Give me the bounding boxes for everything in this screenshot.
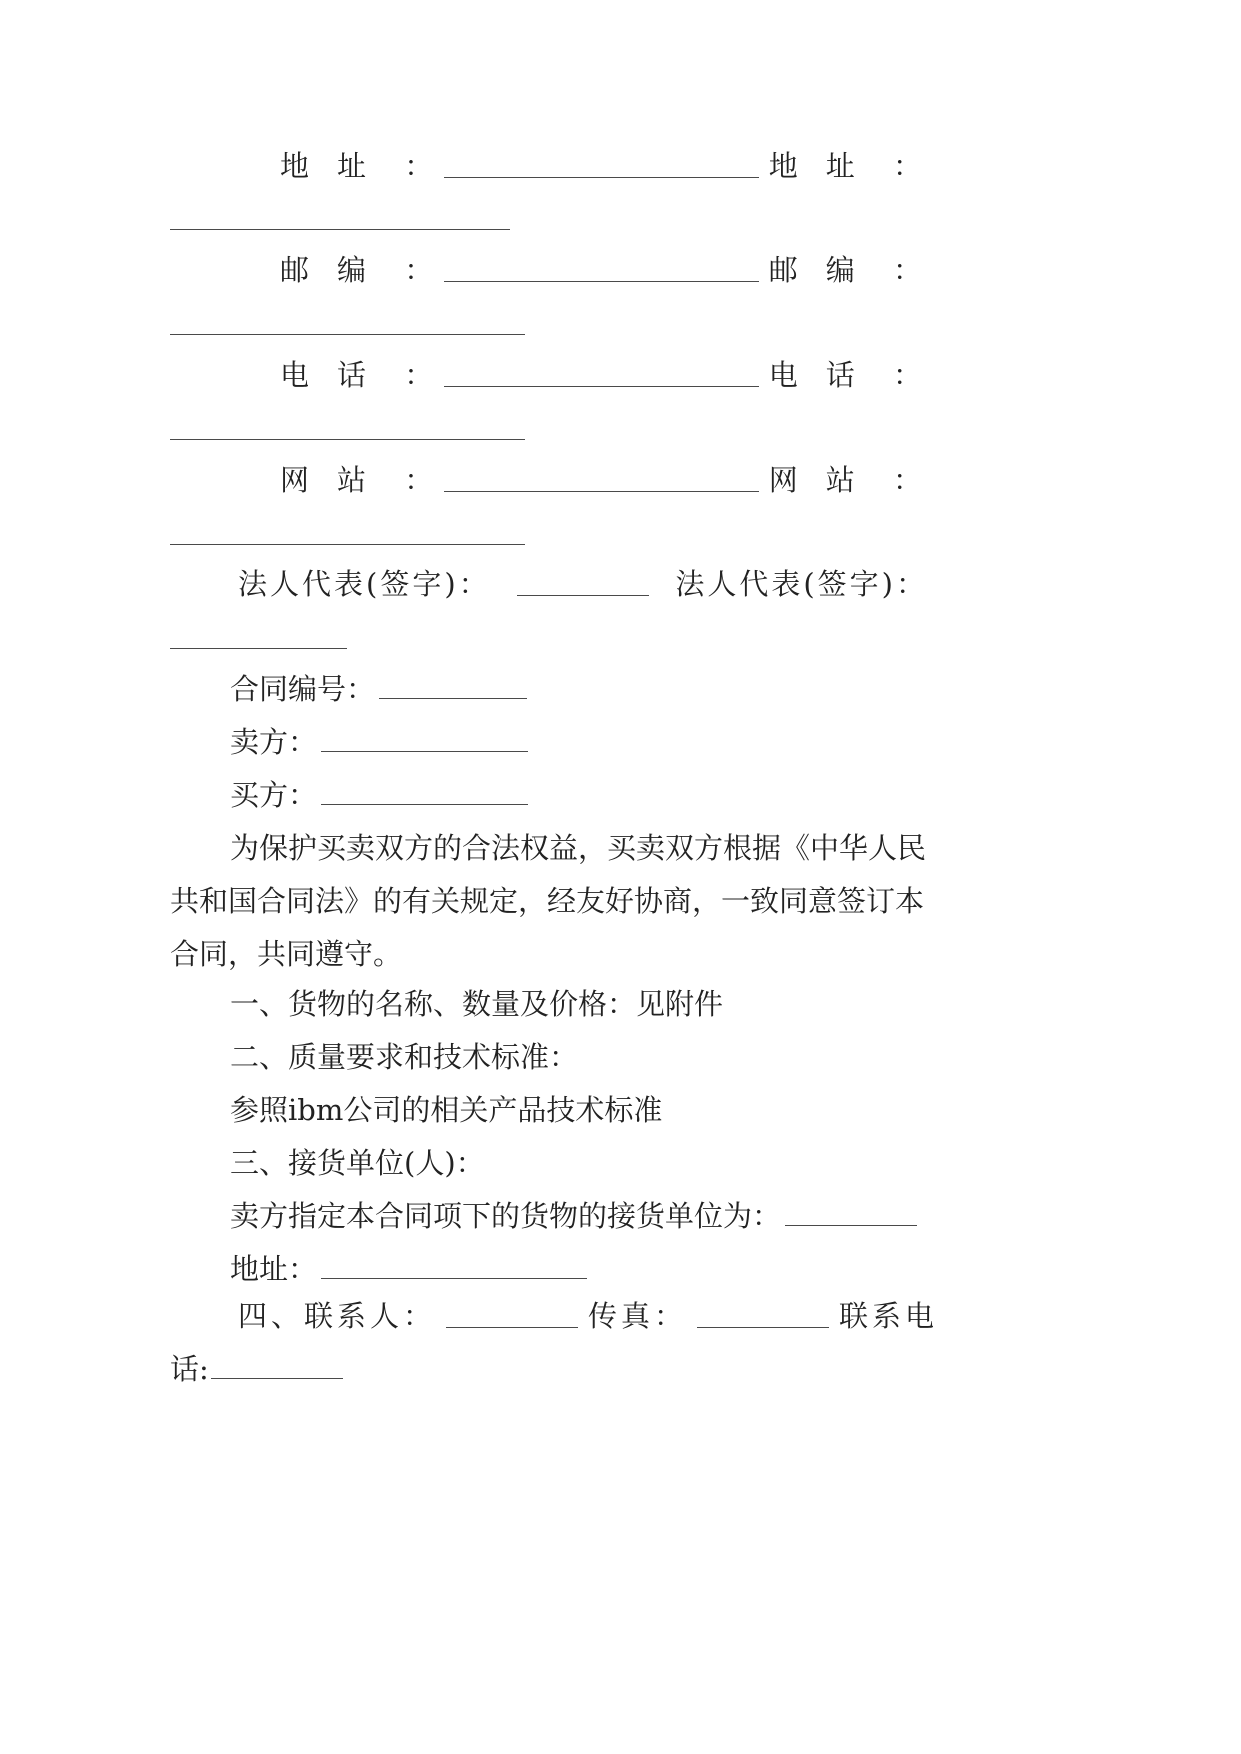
preamble-line-2: 共和国合同法》的有关规定，经友好协商，一致同意签订本: [170, 884, 925, 918]
address-colon-right: ：: [892, 149, 922, 183]
postcode-row: [280, 250, 922, 290]
clause-2-body: 参照ibm公司的相关产品技术标准: [230, 1093, 663, 1127]
address-label-right: 地址: [768, 149, 883, 183]
phone-colon-right: ：: [892, 358, 922, 392]
clause-2-title: 二、质量要求和技术标准：: [230, 1040, 579, 1074]
contact-field[interactable]: [446, 1305, 578, 1328]
contract-no-line: [230, 669, 527, 709]
fax-field[interactable]: [697, 1305, 829, 1328]
website-field-left[interactable]: [444, 469, 759, 492]
phone-label-left: 电话: [280, 358, 395, 392]
phone-colon-left: ：: [404, 358, 434, 392]
website-row: [280, 460, 922, 500]
clause-3-receiver-line: [230, 1196, 917, 1236]
seller-field[interactable]: [321, 729, 528, 752]
fax-label: 传真：: [587, 1299, 687, 1333]
seller-label: 卖方：: [230, 725, 318, 759]
address-colon-left: ：: [404, 149, 434, 183]
phone-label-right: 电话: [768, 358, 883, 392]
postcode-field-left[interactable]: [444, 259, 759, 282]
address-field-left[interactable]: [444, 155, 759, 178]
clause-3-address-line: [230, 1249, 587, 1289]
seller-line: [230, 722, 528, 762]
phone-contact-field[interactable]: [211, 1356, 343, 1379]
website-field-right[interactable]: [170, 544, 525, 545]
legal-rep-row: [238, 564, 928, 604]
clause-1: 一、货物的名称、数量及价格：见附件: [230, 987, 724, 1021]
buyer-field[interactable]: [321, 782, 528, 805]
phone-field-right[interactable]: [170, 439, 525, 440]
website-label-right: 网站: [768, 463, 883, 497]
preamble-line-1: 为保护买卖双方的合法权益，买卖双方根据《中华人民: [230, 831, 927, 865]
receiver-field[interactable]: [785, 1203, 917, 1226]
address-label-left: 地址: [280, 149, 395, 183]
phone-field-left[interactable]: [444, 364, 759, 387]
legal-rep-field-right[interactable]: [170, 648, 347, 649]
phone-row: [280, 355, 922, 395]
clause-3-title: 三、接货单位(人)：: [230, 1146, 485, 1180]
clause-4-line: [238, 1296, 938, 1336]
contact-label: 四、联系人：: [238, 1299, 437, 1333]
phone-contact-label: 联系电: [838, 1299, 938, 1333]
buyer-line: [230, 775, 528, 815]
legal-rep-field-left[interactable]: [517, 573, 649, 596]
postcode-label-left: 邮编: [280, 253, 395, 287]
contract-no-field[interactable]: [379, 676, 527, 699]
website-colon-left: ：: [404, 463, 434, 497]
postcode-label-right: 邮编: [768, 253, 883, 287]
clause-3-receiver-label: 卖方指定本合同项下的货物的接货单位为：: [230, 1199, 782, 1233]
postcode-colon-left: ：: [404, 253, 434, 287]
buyer-label: 买方：: [230, 778, 318, 812]
receiver-address-field[interactable]: [321, 1256, 587, 1279]
legal-rep-label-right: 法人代表(签字)：: [675, 567, 928, 601]
clause-3-address-label: 地址：: [230, 1252, 318, 1286]
phone-contact-label-cont: 话:: [170, 1352, 209, 1386]
contract-no-label: 合同编号：: [230, 672, 376, 706]
website-colon-right: ：: [892, 463, 922, 497]
legal-rep-label-left: 法人代表(签字)：: [238, 567, 491, 601]
clause-4-phone-line: [170, 1349, 343, 1389]
address-field-right[interactable]: [170, 229, 510, 230]
website-label-left: 网站: [280, 463, 395, 497]
postcode-field-right[interactable]: [170, 334, 525, 335]
preamble-line-3: 合同，共同遵守。: [170, 937, 403, 971]
address-row: [280, 146, 922, 186]
postcode-colon-right: ：: [892, 253, 922, 287]
